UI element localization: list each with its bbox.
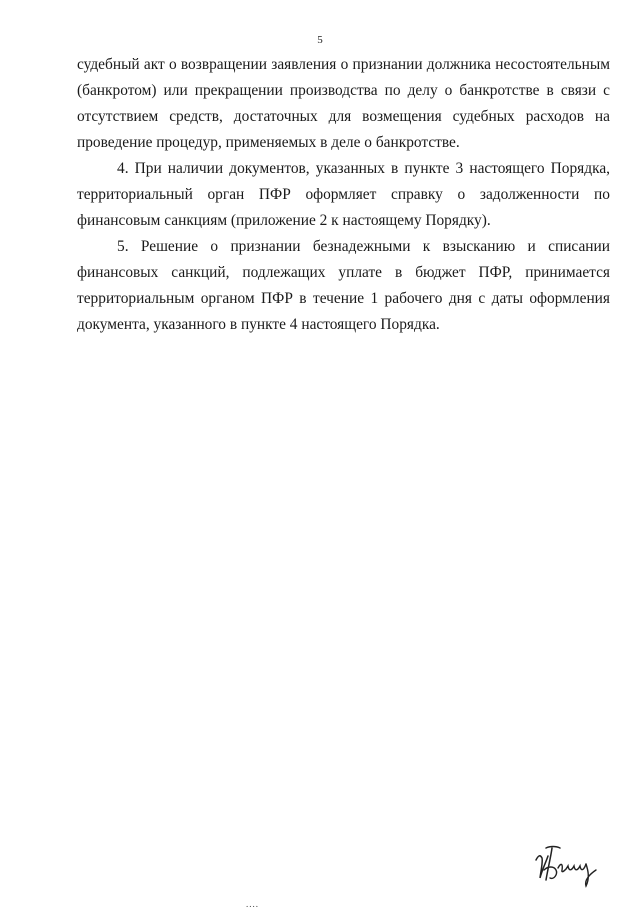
paragraph-continuation: судебный акт о возвращении заявления о признании должника несостоятельным (банкротом) или прекращении производства по делу о банкротстве в связи с отсутствием средств, достаточных для возмещения судебных расходов на проведение процедур, применяемых в деле о банкротстве. xyxy=(77,56,610,151)
footer-mark: .... xyxy=(246,899,259,909)
paragraph-item-4: 4. При наличии документов, указанных в пункте 3 настоящего Порядка, территориальный орган ПФР оформляет справку о задолженности по финансовым санкциям (приложение 2 к настоящему Порядку). xyxy=(77,160,610,229)
page-number: 5 xyxy=(317,34,323,46)
handwritten-signature xyxy=(528,840,608,890)
document-body xyxy=(77,52,610,338)
paragraph-item-5: 5. Решение о признании безнадежными к взысканию и списании финансовых санкций, подлежащих уплате в бюджет ПФР, принимается территориальным органом ПФР в течение 1 рабочего дня с даты оформления документа, указанного в пункте 4 настоящего Порядка. xyxy=(77,238,610,333)
